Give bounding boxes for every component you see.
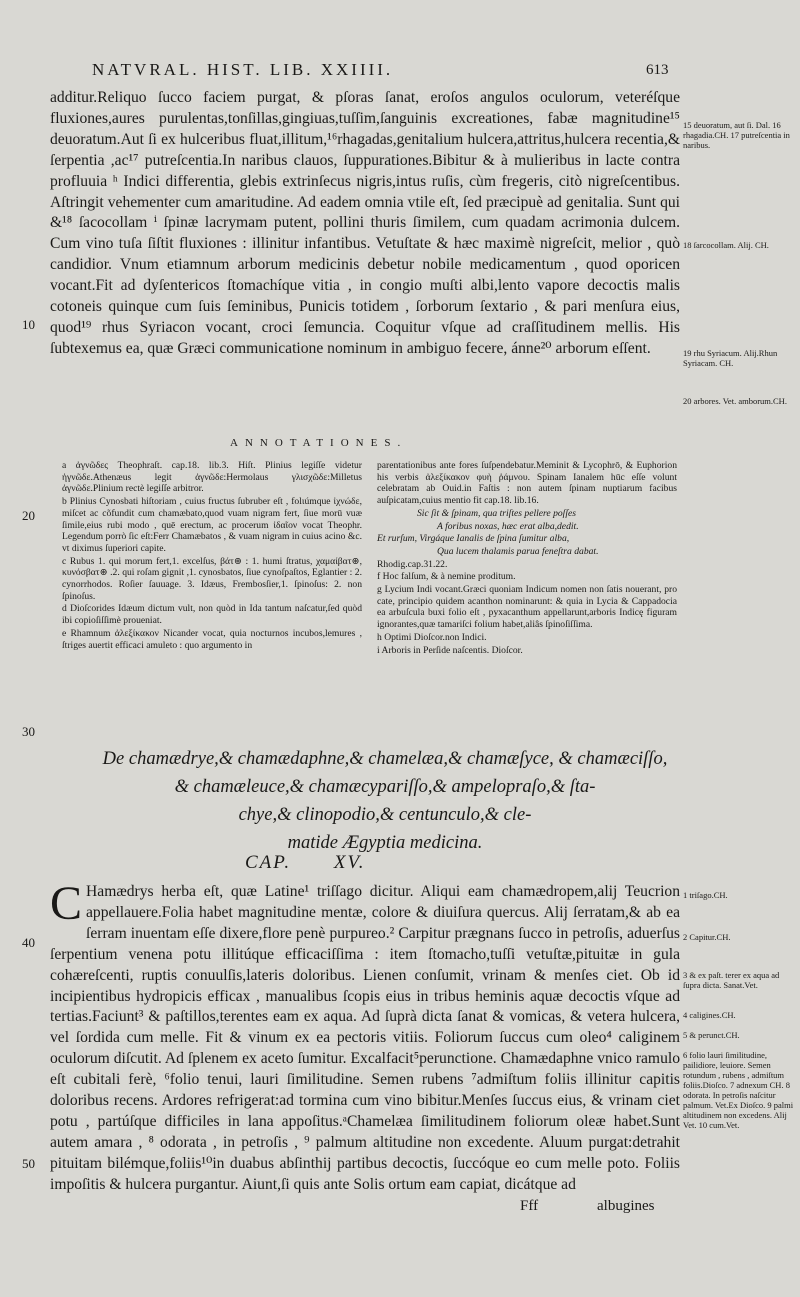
chapter-title — [100, 745, 670, 857]
verse-line: Sic ſit & ſpinam, qua triſtes pellere poſſes — [417, 507, 576, 519]
annotation-a: a ἀγνῶδες Theophraſt. cap.18. lib.3. Hiſt. Plinius legiſſe videtur ἠγνῶδε.Athenæus legit ἀγνῶδε:Hermolaus γλισχῶδε:Milletus ἀγνῶδε.Plinium rectè legiſſe arbitror. — [62, 460, 362, 495]
drop-capital: C — [50, 877, 83, 930]
chapter-number: CAP. XV. — [245, 852, 366, 873]
catchword: albugines — [597, 1198, 655, 1214]
annotation-e: e Rhamnum ἀλεξίκακον Nicander vocat, quia nocturnos incubos,lemures , ſtriges auertit efficaci amuleto : quo argumento in — [62, 627, 362, 651]
margin-note: 15 deuoratum, aut ſi. Dal. 16 rhagadia.CH. 17 putreſcentia in naribus. — [683, 120, 790, 150]
margin-note: 20 arbores. Vet. amborum.CH. — [683, 396, 787, 406]
margin-note: 5 & perunct.CH. — [683, 1030, 740, 1040]
margin-note: 4 caligines.CH. — [683, 1010, 736, 1020]
main-text-bottom — [50, 877, 680, 1196]
line-number-10: 10 — [22, 317, 35, 332]
verse-line: A foribus noxas, hæc erat alba,dedit. — [437, 520, 579, 532]
annotations-heading: ANNOTATIONES. — [230, 437, 408, 449]
margin-note: 19 rhu Syriacum. Alij.Rhun Syriacam. CH. — [683, 348, 778, 368]
annotation-i: i Arboris in Perſide naſcentis. Dioſcor. — [377, 644, 523, 656]
annotation-f: f Hoc falſum, & à nemine proditum. — [377, 571, 516, 583]
margin-note: 3 & ex paſt. terer ex aqua ad ſupra dicta. Sanat.Vet. — [683, 970, 780, 990]
annotation-c: c Rubus 1. qui morum fert,1. excelſus, βάτ⊛ : 1. humi ſtratus, χαμαίβατ⊛, κυνόσβατ⊛ .2. qui roſam gignit ,1. cynosbatos, ſiue cynoſpaſtos, Eglantier : 2. cynorrhodos. Roſier ſauuage. 3. Idæus, Frembosſier,1. ſpinoſus: 2. non ſpinoſus. — [62, 555, 362, 602]
line-number-20: 20 — [22, 508, 35, 523]
annotation-d: d Dioſcorides Idæum dictum vult, non quòd in Ida tantum naſcatur,ſed quòd ibi copioſiſſimè proueniat. — [62, 603, 362, 627]
annotations-left-column — [62, 460, 362, 652]
margin-note: 6 folio lauri ſimilitudine, pailidiore, leuiore. Semen rotundum , rubens , admiſtum foliis.Dioſco. 7 adnexum CH. 8 odorata. In petroſis naſcitur palmum. Vet.Ex Dioſco. 9 palmi altitudinem non excedens. Alij Vet. 10 cum.Vet. — [683, 1050, 794, 1130]
line-number-40: 40 — [22, 935, 35, 950]
signature-mark: Fff — [520, 1198, 539, 1214]
annotation-ref: Rhodig.cap.31.22. — [377, 558, 448, 570]
page-number: 613 — [646, 62, 669, 78]
chapter-title-line: matide Ægyptia medicina. — [287, 833, 483, 853]
verse-line: Et rurſum, Virgáque Ianalis de ſpina ſumitur alba, — [377, 533, 570, 545]
annotations-right-column — [377, 460, 677, 657]
margin-note: 18 ſarcocollam. Alij. CH. — [683, 240, 769, 250]
margin-note: 2 Capitur.CH. — [683, 932, 731, 942]
annotation-h: h Optimi Dioſcor.non Indici. — [377, 631, 487, 643]
running-header: NATVRAL. HIST. LIB. XXIIII. — [92, 60, 394, 79]
annotation-g: g Lycium Indi vocant.Græci quoniam Indicum nomen non ſatis nouerant, pro cate, principio quidem acanthon nominarunt: & quia in Lycia & Cappadocia ea arbuſcula buxi folio eſt , pyxacanthum appellarunt,arboris Indicę figuram ignorantes,quæ tamariſci folium habet,aliâs ſpinoſiſſima. — [377, 584, 677, 631]
chapter-title-line: De chamædrye,& chamædaphne,& chamelæa,& chamæſyce, & chamæciſſo, — [102, 749, 668, 769]
chapter-title-line: & chamæleuce,& chamæcypariſſo,& ampelopraſo,& ſta- — [174, 777, 596, 797]
margin-note: 1 triſago.CH. — [683, 890, 728, 900]
annotation-e-cont: parentationibus ante fores ſuſpendebatur.Meminit & Lycophrō, & Euphorion his verbis ἀλεξίκακον φυὴ ῥάμνου. Spinam Ianalem hūc eſſe volunt celebratam ab Ouid.in Faſtis : non autem ſpinam nuptiarum facibus auſpicatam,cuius mentio fit cap.18. lib.16. — [377, 460, 677, 507]
paragraph-bottom: Hamædrys herba eſt, quæ Latine¹ triſſago dicitur. Aliqui eam chamædropem,alij Teucrion appellauere.Folia habet magnitudine mentæ, colore & diuiſura quercus. Alij ſerratam,& ab ea ſerram inuentam eſſe dixere,flore penè purpureo.² Carpitur prægnans ſucco in petroſis, aduerſus ſerpentium venena potu illitúque efficaciſſima : item ſtomacho,tuſſi vetuſtæ,pituitæ in gula cohæreſcenti, ruptis conuulſis,lateris doloribus. Lienen conſumit, vrinam & menſes ciet. Ob id incipientibus hydropicis efficax , manualibus ſcopis eius in tribus heminis aquæ decoctis vſque ad tertias.Faciunt³ & paſtillos,terentes eam ex aqua. Ad ſuprà dicta ſanat & vomicas, & vetera hulcera, vel ſordida cum melle. Fit & vinum ex ea pectoris vitiis. Foliorum ſuccus cum oleo⁴ caliginem oculorum diſcutit. Ad ſplenem ex aceto ſumitur. Excalfacit⁵perunctione. Chamædaphne vnico ramulo eſt cubitali ferè, ⁶folio tenui, lauri ſimilitudine. Semen rubens ⁷admiſtum foliis illinitur capitis doloribus recens. Ardores refrigerat:ad tormina cum vino bibitur.Menſes ſuccus eius, & vrinam ciet potu , partúſque difficiles in lana appoſitus.ᵃChamelæa ſimilitudinem foliorum oleæ habet.Sunt autem amara , ⁸ odorata , in petroſis , ⁹ palmum altitudine non excedente. Aluum purgat:detrahit pituitam bilémque,foliis¹⁰in duabus abſinthij partibus decoctis, ſuccóque eo cum melle poto. Foliis impoſitis & hulcera purgantur. Aiunt,ſi quis ante Solis ortum eam capiat, dicátque ad — [50, 883, 680, 1193]
line-number-50: 50 — [22, 1156, 35, 1171]
main-text-top — [50, 88, 680, 360]
annotation-b: b Plinius Cynosbati hiſtoriam , cuius fructus ſubruber eſt , folιúmque ἰχνώδε, miſcet ac cõfundit cum chamæbato,quod vuam nigram fert, ſiue morū vuæ ſimile,eius rubi modo , quē erectum, ac procerum ἰδαῖον vocat Theophr. Legendum porrò ſic eſt:Ferr Chamæbatos , & vuam nigram in cuius acino &c. vt diximus ſuperiori capite. — [62, 496, 362, 554]
verse-line: Qua lucem thalamis parua feneſtra dabat. — [437, 545, 599, 557]
line-number-30: 30 — [22, 724, 35, 739]
chapter-title-line: chye,& clinopodio,& centunculo,& cle- — [238, 805, 532, 825]
paragraph-top: additur.Reliquo ſucco faciem purgat, & pſoras ſanat, eroſos angulos oculorum, veteréſque fluxiones,aures purulentas,tonſillas,gingiuas,tuſſim,ſanguinis excreationes, fabæ magnitudine¹⁵ deuoratum.Aut ſi ex hulceribus fluat,illitum,¹⁶rhagadas,genitalium hulcera,attritus,hulcera recentia,& ſerpentia ,ac¹⁷ putreſcentia.In naribus clauos, ſuppurationes.Bibitur & à mulieribus in lacte contra profluuia ʰ Indici differentia, glebis extrinſecus nigris,intus ruſis, cùm fregeris, citò nigreſcentibus. Aſtringit vehementer cum amaritudine. Ad eadem omnia vtile eſt, ſed præcipuè ad genitalia. Sunt qui &¹⁸ ſacocollam ⁱ ſpinæ lacrymam putent, pollini thuris ſimilem, cum quadam acrimonia dulcem. Cum vino tuſa ſiſtit fluxiones : illinitur infantibus. Vetuſtate & hæc maximè nigreſcit, melior , quò candidior. Vnum etiamnum arborum medicinis debetur nobile medicamentum , quod oporicen vocant.Fit ad dyſentericos ſtomachíque vitia , in congio muſti albi,lento vapore decoctis malis cotoneis quinque cum ſuis ſeminibus, Punicis totidem , ſorborum ſextario , & pari menſura eius, quod¹⁹ rhus Syriacon vocant, croci ſemuncia. Coquitur vſque ad craſſitudinem mellis. His ſubtexemus ea, quæ Græci communicatione nominum in ambiguo fecere, ánne²⁰ arborum eſſent. — [50, 89, 680, 357]
